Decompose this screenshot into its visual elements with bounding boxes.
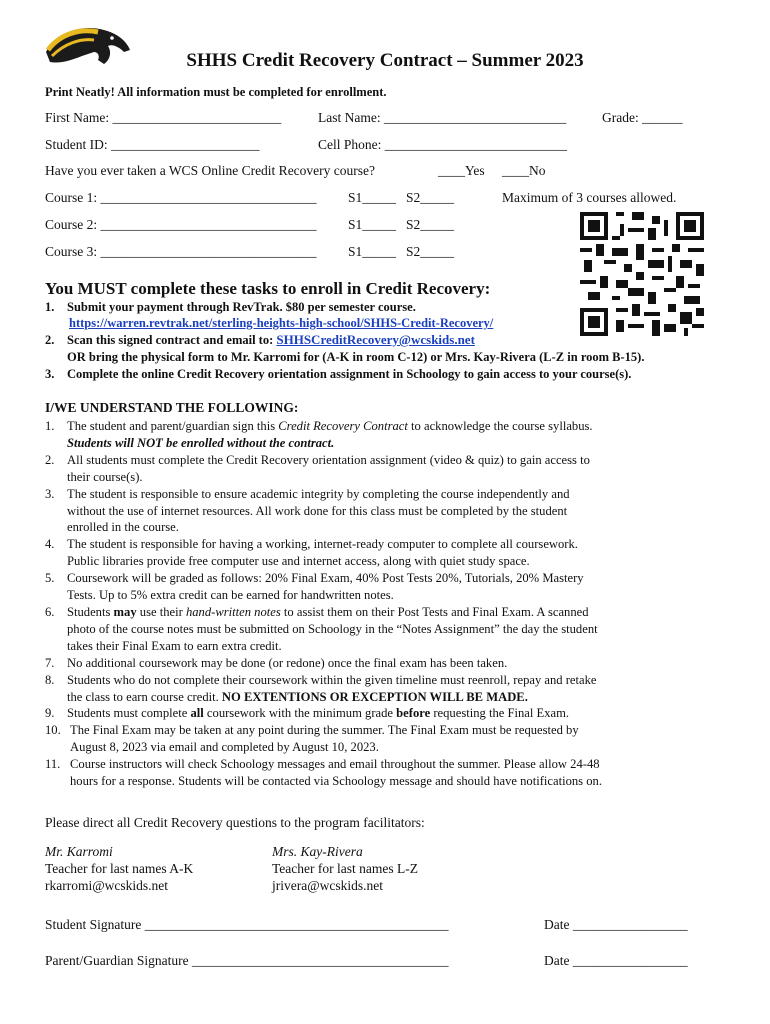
yes-option[interactable]: ____Yes [438,163,485,178]
term-text: their course(s). [67,469,143,484]
term-num: 11. [45,757,61,772]
term-item [18,756,718,790]
term-text: hours for a response. Students will be contacted via Schoology message and should have notifications on. [70,774,602,789]
term-num: 1. [45,419,55,433]
term-num: 9. [45,706,55,721]
term-item [18,604,718,655]
term-num: 8. [45,672,55,687]
term-text: Public libraries provide free computer use and internet access, along with quiet study space. [67,554,530,569]
term-text: to acknowledge the course syllabus. [407,419,593,433]
course-3-field[interactable]: Course 3: ________________________________ [45,244,317,259]
course-1-field[interactable]: Course 1: ________________________________ [45,190,317,205]
term-text: Coursework will be graded as follows: 20% Final Exam, 40% Post Tests 20%, Tutorials, 20% Mastery [67,571,584,586]
first-name-field[interactable]: First Name: _________________________ [45,110,282,125]
task-2-num: 2. [45,333,55,347]
term-text: The student and parent/guardian sign this [67,419,279,433]
term-text: Course instructors will check Schoology messages and email throughout the summer. Please allow 24-48 [70,757,600,772]
term-item [18,486,718,537]
term-text: all [190,706,204,721]
term-item [18,722,718,756]
task-3-num: 3. [45,367,55,381]
course-3-s1[interactable]: S1_____ [348,244,397,259]
term-num: 6. [45,604,55,619]
term-text: photo of the course notes must be submitted on Schoology in the “Notes Assignment” the day the student [67,621,598,636]
task-3-text: Complete the online Credit Recovery orientation assignment in Schoology to gain access to your course(s). [67,367,632,381]
student-id-field[interactable]: Student ID: ______________________ [45,137,260,152]
task-1-num: 1. [45,300,55,314]
term-item [18,452,718,486]
no-option[interactable]: ____No [502,163,546,178]
course-2-s2[interactable]: S2_____ [406,217,455,232]
term-text: hand-written notes [185,604,281,619]
course-3-s2[interactable]: S2_____ [406,244,455,259]
understanding-heading: I/WE UNDERSTAND THE FOLLOWING: [45,400,299,415]
task-2-label: Scan this signed contract and email to: [67,333,274,347]
parent-date-field[interactable]: Date _________________ [544,953,688,968]
grade-field[interactable]: Grade: ______ [602,110,683,125]
term-text: The Final Exam may be taken at any point during the summer. The Final Exam must be requested by [70,723,579,738]
term-item [18,418,718,452]
term-text: Tests. Up to 5% extra credit can be earned for handwritten notes. [67,588,394,603]
course-1-s2[interactable]: S2_____ [406,190,455,205]
term-num: 5. [45,571,55,586]
revtrak-link[interactable]: https://warren.revtrak.net/sterling-heights-high-school/SHHS-Credit-Recovery/ [69,316,494,330]
term-text: The student is responsible to ensure academic integrity by completing the course independently and [67,486,570,501]
term-text: All students must complete the Credit Recovery orientation assignment (video & quiz) to gain access to [67,452,590,467]
term-text: coursework with the minimum grade [203,706,397,721]
term-text: No additional coursework may be done (or redone) once the final exam has been taken. [67,655,508,670]
student-date-field[interactable]: Date _________________ [544,917,688,932]
max-courses-note: Maximum of 3 courses allowed. [502,190,677,205]
term-text: may [113,604,137,619]
term-text: Students [67,604,114,619]
term-num: 4. [45,537,55,552]
qr-code[interactable] [580,212,704,336]
term-text: Students who do not complete their coursework within the given timeline must reenroll, repay and retake [67,672,597,687]
facilitator-left-role: Teacher for last names A-K [45,861,194,876]
term-text: The student is responsible for having a working, internet-ready computer to complete all coursework. [67,537,578,552]
wcs-question: Have you ever taken a WCS Online Credit Recovery course? [45,163,376,178]
term-text: use their [136,604,186,619]
term-text: NO EXTENTIONS OR EXCEPTION WILL BE MADE. [221,689,528,704]
course-2-s1[interactable]: S1_____ [348,217,397,232]
term-text: to assist them on their Post Tests and Final Exam. A scanned [280,604,589,619]
facilitator-left-name: Mr. Karromi [45,844,113,859]
task-2-text [67,332,475,348]
facilitator-left-email[interactable]: rkarromi@wcskids.net [45,878,169,893]
term-text: the class to earn course credit. [67,689,222,704]
term-text: Students will NOT be enrolled without the contract. [67,435,335,450]
term-item [18,705,718,722]
page-title: SHHS Credit Recovery Contract – Summer 2023 [186,50,584,71]
term-num: 2. [45,452,55,467]
term-text: requesting the Final Exam. [430,706,570,721]
parent-signature-field[interactable]: Parent/Guardian Signature ______________________________________ [45,953,449,968]
term-text: enrolled in the course. [67,520,179,535]
instructions: Print Neatly! All information must be completed for enrollment. [45,85,387,99]
student-signature-field[interactable]: Student Signature _____________________________________________ [45,917,449,932]
term-text: Students must complete [67,706,191,721]
term-text: without the use of internet resources. All work done for this class must be completed by the student [67,503,568,518]
cell-phone-field[interactable]: Cell Phone: ___________________________ [318,137,567,152]
term-text: Credit Recovery Contract [278,419,408,433]
terms-list [18,418,718,790]
term-num: 3. [45,486,55,501]
term-text: August 8, 2023 via email and completed by August 10, 2023. [70,740,379,755]
task-2-alt: OR bring the physical form to Mr. Karromi for (A-K in room C-12) or Mrs. Kay-Rivera (L-Z in room B-15). [67,350,645,364]
last-name-field[interactable]: Last Name: ___________________________ [318,110,567,125]
facilitator-right-email[interactable]: jrivera@wcskids.net [272,878,384,893]
facilitators-intro: Please direct all Credit Recovery questions to the program facilitators: [45,815,425,830]
term-text: takes their Final Exam to earn extra credit. [67,638,282,653]
term-item [18,570,718,604]
tasks-heading: You MUST complete these tasks to enroll in Credit Recovery: [45,279,491,298]
facilitator-right-name: Mrs. Kay-Rivera [272,844,363,859]
term-num: 10. [45,723,61,738]
term-item [18,655,718,672]
term-num: 7. [45,655,55,670]
term-item [18,536,718,570]
course-1-s1[interactable]: S1_____ [348,190,397,205]
facilitator-right-role: Teacher for last names L-Z [272,861,418,876]
course-2-field[interactable]: Course 2: ________________________________ [45,217,317,232]
term-text: before [396,706,431,721]
email-link[interactable]: SHHSCreditRecovery@wcskids.net [276,332,475,347]
term-item [18,672,718,706]
task-1-text: Submit your payment through RevTrak. $80 per semester course. [67,300,416,314]
